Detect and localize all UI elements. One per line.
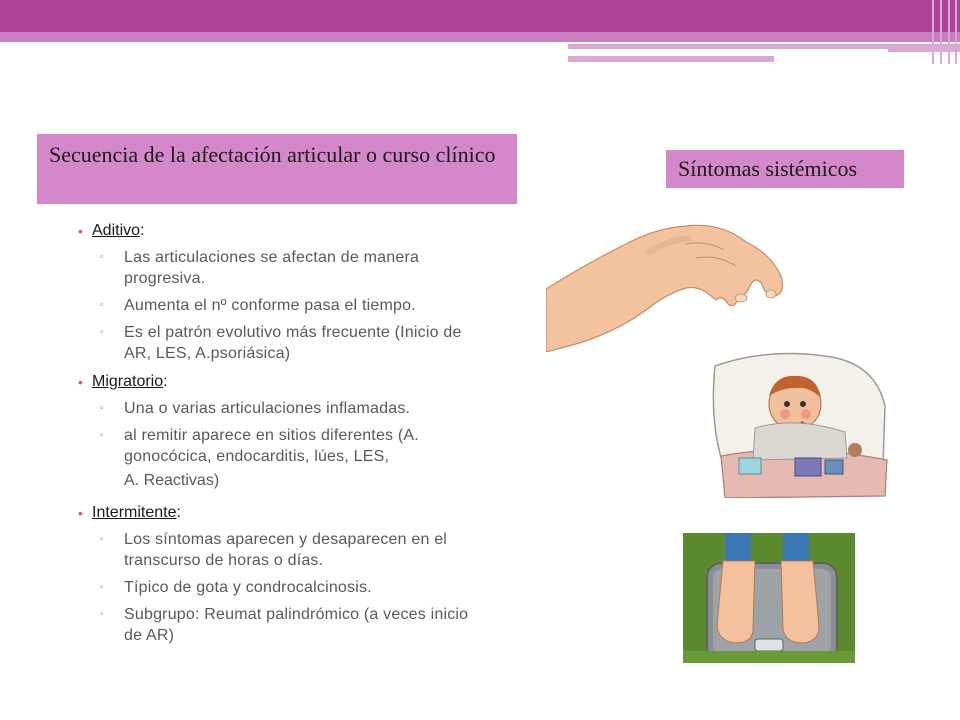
term-label: Migratorio	[92, 373, 164, 390]
list-item-intermitente: • Intermitente:	[78, 501, 488, 525]
sub-item	[78, 577, 488, 598]
bullet-icon: •	[78, 505, 83, 521]
bullet-icon: •	[78, 223, 83, 239]
section-header-sintomas-sistemicos: Síntomas sistémicos	[666, 150, 904, 188]
section-header-curso-clinico: Secuencia de la afectación articular o curso clínico	[37, 134, 517, 204]
square-bullet-icon: ▫	[100, 327, 104, 338]
top-accent-stripe-short	[568, 56, 774, 62]
square-bullet-icon: ▫	[100, 252, 104, 263]
feet-on-scale-illustration	[683, 533, 855, 663]
sub-item	[78, 247, 488, 289]
sub-item-continuation: A. Reactivas)	[124, 472, 220, 489]
sub-item-text: Subgrupo: Reumat palindrómico (a veces inicio de AR)	[124, 606, 469, 644]
corner-decoration	[928, 0, 960, 64]
square-bullet-icon: ▫	[100, 609, 104, 620]
sub-item	[78, 398, 488, 419]
sub-item-text: Los síntomas aparecen y desaparecen en el transcurso de horas o días.	[124, 531, 448, 569]
sub-item	[78, 604, 488, 646]
term-label: Aditivo	[92, 222, 141, 239]
square-bullet-icon: ▫	[100, 534, 104, 545]
square-bullet-icon: ▫	[100, 430, 104, 441]
sub-item-text: al remitir aparece en sitios diferentes (A. gonocócica, endocarditis, lúes, LES,	[124, 427, 419, 465]
list-item-aditivo: • Aditivo:	[78, 219, 488, 243]
sub-item-text: Aumenta el nº conforme pasa el tiempo.	[124, 297, 416, 314]
sub-item-text: Las articulaciones se afectan de manera progresiva.	[124, 249, 420, 287]
deformed-hand-illustration	[546, 214, 794, 352]
clinical-course-list	[78, 219, 488, 652]
sub-item-text: Típico de gota y condrocalcinosis.	[124, 579, 372, 596]
sub-item	[78, 529, 488, 571]
top-accent-bar-secondary	[0, 32, 960, 42]
term-label: Intermitente	[92, 504, 177, 521]
top-accent-bar	[0, 0, 960, 32]
sub-item	[78, 295, 488, 316]
list-item-migratorio: • Migratorio:	[78, 370, 488, 394]
bullet-icon: •	[78, 374, 83, 390]
square-bullet-icon: ▫	[100, 403, 104, 414]
sub-item	[78, 425, 488, 467]
sick-child-in-bed-illustration	[705, 346, 889, 498]
sub-item-text: Una o varias articulaciones inflamadas.	[124, 400, 411, 417]
sub-item-text: Es el patrón evolutivo más frecuente (Inicio de AR, LES, A.psoriásica)	[124, 324, 462, 362]
sub-item	[78, 322, 488, 364]
top-accent-line	[568, 49, 888, 52]
square-bullet-icon: ▫	[100, 582, 104, 593]
square-bullet-icon: ▫	[100, 300, 104, 311]
